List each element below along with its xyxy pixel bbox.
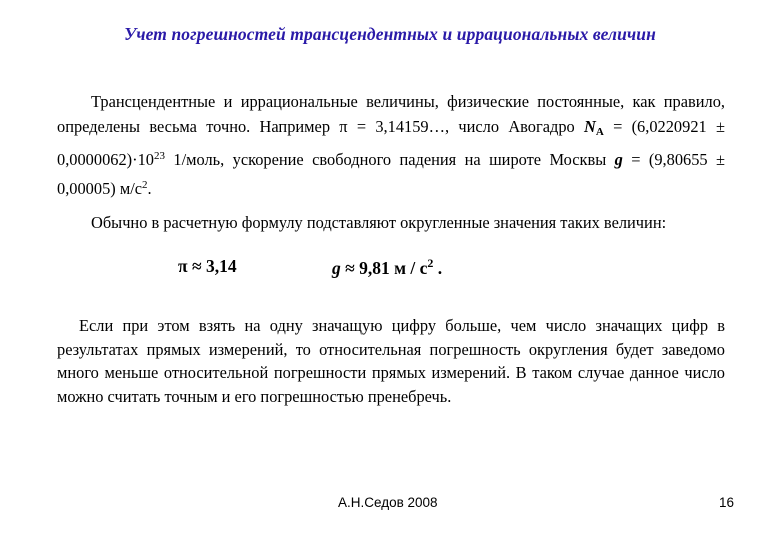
gravity-symbol: g xyxy=(614,150,623,169)
footer-author: А.Н.Седов 2008 xyxy=(338,495,438,510)
formula-pi-text: π ≈ 3,14 xyxy=(178,256,237,276)
paragraph-rounded-values: Обычно в расчетную формулу подставляют округленные значения таких величин: xyxy=(91,213,667,232)
paragraph-constants xyxy=(57,90,725,201)
formula-pi xyxy=(178,256,237,277)
p1-text-5: . xyxy=(147,178,152,198)
avogadro-symbol: N xyxy=(584,116,596,136)
formula-g-exponent: 2 xyxy=(427,256,434,270)
slide-title: Учет погрешностей трансцендентных и иррациональных величин xyxy=(124,24,656,44)
avogadro-subscript: A xyxy=(595,125,604,138)
p1-text-4: = (9,80655 ± 0,00005) м/с xyxy=(57,150,725,198)
avogadro-exponent: 23 xyxy=(153,150,165,162)
p1-text-3: 1/моль, ускорение свободного падения на широте Москвы xyxy=(164,150,615,169)
formula-g-value: ≈ 9,81 м / с xyxy=(340,258,428,278)
gravity-unit-exponent: 2 xyxy=(142,178,148,191)
formula-g xyxy=(332,256,442,279)
formula-g-end: . xyxy=(433,258,443,278)
page-number: 16 xyxy=(719,495,735,510)
paragraph-significant-digits: Если при этом взять на одну значащую цифру больше, чем число значащих цифр в результатах прямых измерений, то относительная погрешность округления будет заведомо много меньше относительной погрешности прямых измерений. В таком случае данное число можно считать точным и его погрешностью пренебречь. xyxy=(57,316,725,406)
p1-text-2: = (6,0220921 ± 0,0000062)·10 xyxy=(57,116,725,169)
p1-text-1: Трансцендентные и иррациональные величины, физические постоянные, как правило, определены весьма точно. Например π = 3,14159…, число Авогадро xyxy=(57,92,725,136)
formula-g-symbol: g xyxy=(332,258,341,278)
